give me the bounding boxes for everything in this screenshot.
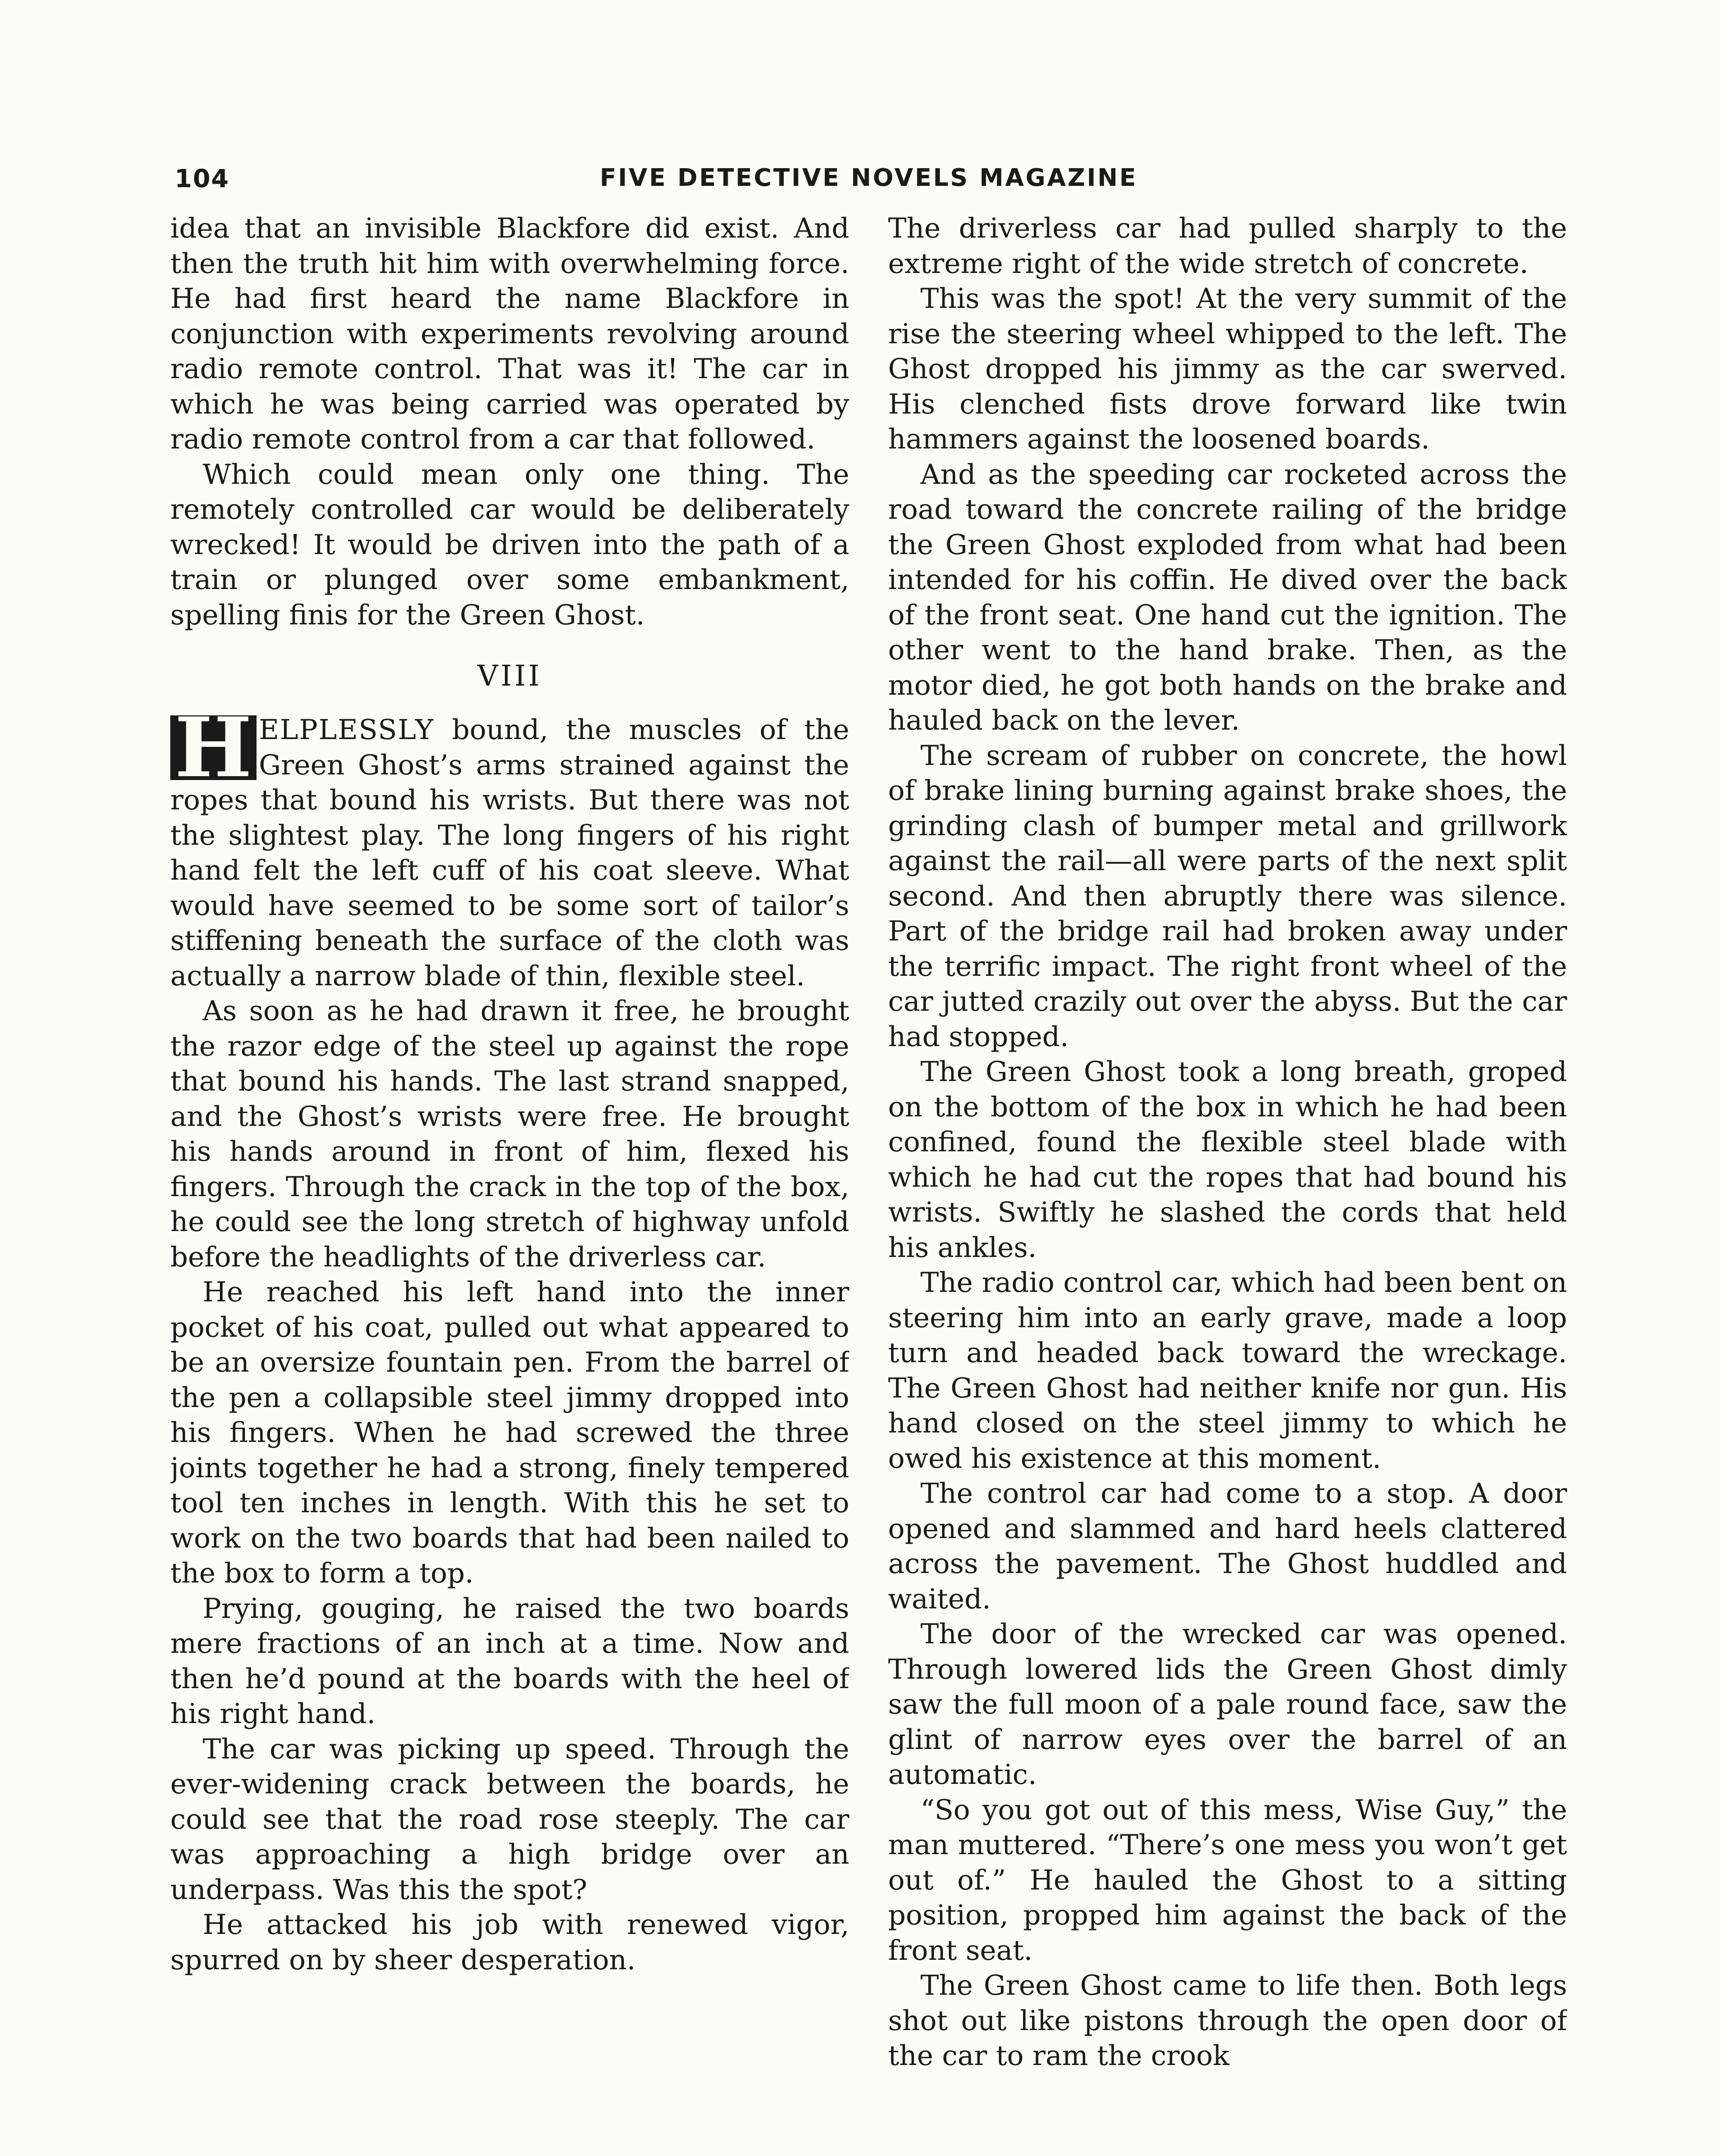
chapter-opening-paragraph xyxy=(170,699,849,994)
paragraph: The driverless car had pulled sharply to the extreme right of the wide stretch of concrete. xyxy=(888,213,1567,280)
lead-in-text: ELPLESSLY xyxy=(259,714,435,746)
drop-cap-letter: H xyxy=(170,715,257,780)
right-column xyxy=(888,211,1567,2156)
paragraph: And as the speeding car rocketed across the road toward the concrete railing of the bridge the Green Ghost exploded from what had been intended for his coffin. He dived over the back of the front seat. One hand cut the ignition. The other went to the hand brake. Then, as the motor died, he got both hands on the brake and hauled back on the lever. xyxy=(888,458,1567,736)
paragraph: The Green Ghost took a long breath, groped on the bottom of the box in which he had been confined, found the flexible steel blade with which he had cut the ropes that had bound his wrists. Swiftly he slashed the cords that held his ankles. xyxy=(888,1056,1567,1264)
left-column xyxy=(170,211,849,2156)
chapter-heading: VIII xyxy=(477,659,542,693)
page-header xyxy=(175,164,1563,203)
paragraph: The control car had come to a stop. A door opened and slammed and hard heels clattered across the pavement. The Ghost huddled and waited. xyxy=(888,1478,1567,1615)
paragraph: This was the spot! At the very summit of the rise the steering wheel whipped to the left. The Ghost dropped his jimmy as the car swerved. His clenched fists drove forward like twin hammers against the loosened boards. xyxy=(888,283,1567,455)
page-number: 104 xyxy=(175,164,230,193)
paragraph: The scream of rubber on concrete, the howl of brake lining burning against brake shoes, the grinding clash of bumper metal and grillwork against the rail—all were parts of the next split second. And then abruptly there was silence. Part of the bridge rail had broken away under the terrific impact. The right front wheel of the car jutted crazily out over the abyss. But the car had stopped. xyxy=(888,740,1567,1053)
paragraph: He attacked his job with renewed vigor, spurred on by sheer desperation. xyxy=(170,1909,849,1976)
chapter-opening-text: bound, the muscles of the Green Ghost’s arms strained against the ropes that bound his wrists. But there was not the slightest play. The long fingers of his right hand felt the left cuff of his coat sleeve. What would have seemed to be some sort of tailor’s stiffening beneath the surface of the cloth was actually a narrow blade of thin, flexible steel. xyxy=(170,714,849,992)
running-head: FIVE DETECTIVE NOVELS MAGAZINE xyxy=(600,164,1138,192)
paragraph: Prying, gouging, he raised the two boards mere fractions of an inch at a time. Now and then he’d pound at the boards with the heel of his right hand. xyxy=(170,1592,849,1730)
paragraph: The Green Ghost came to life then. Both legs shot out like pistons through the open door of the car to ram the crook xyxy=(888,1970,1567,2072)
paragraph: The door of the wrecked car was opened. Through lowered lids the Green Ghost dimly saw the full moon of a pale round face, saw the glint of narrow eyes over the barrel of an automatic. xyxy=(888,1618,1567,1791)
paragraph: The car was picking up speed. Through the ever-widening crack between the boards, he could see that the road rose steeply. The car was approaching a high bridge over an underpass. Was this the spot? xyxy=(170,1733,849,1906)
paragraph: He reached his left hand into the inner pocket of his coat, pulled out what appeared to be an oversize fountain pen. From the barrel of the pen a collapsible steel jimmy dropped into his fingers. When he had screwed the three joints together he had a strong, finely tempered tool ten inches in length. With this he set to work on the two boards that had been nailed to the box to form a top. xyxy=(170,1276,849,1589)
text-columns xyxy=(170,211,1567,2156)
paragraph: As soon as he had drawn it free, he brought the razor edge of the steel up against the rope that bound his hands. The last strand snapped, and the Ghost’s wrists were free. He brought his hands around in front of him, flexed his fingers. Through the crack in the top of the box, he could see the long stretch of highway unfold before the headlights of the driverless car. xyxy=(170,995,849,1273)
paragraph: idea that an invisible Blackfore did exist. And then the truth hit him with overwhelming force. He had first heard the name Blackfore in conjunction with experiments revolving around radio remote control. That was it! The car in which he was being carried was operated by radio remote control from a car that followed. xyxy=(170,213,849,455)
paragraph: Which could mean only one thing. The remotely controlled car would be deliberately wrecked! It would be driven into the path of a train or plunged over some embankment, spelling finis for the Green Ghost. xyxy=(170,458,849,631)
paragraph: The radio control car, which had been bent on steering him into an early grave, made a loop turn and headed back toward the wreckage. The Green Ghost had neither knife nor gun. His hand closed on the steel jimmy to which he owed his existence at this moment. xyxy=(888,1267,1567,1475)
paragraph: “So you got out of this mess, Wise Guy,” the man muttered. “There’s one mess you won’t get out of.” He hauled the Ghost to a sitting position, propped him against the back of the front seat. xyxy=(888,1794,1567,1967)
